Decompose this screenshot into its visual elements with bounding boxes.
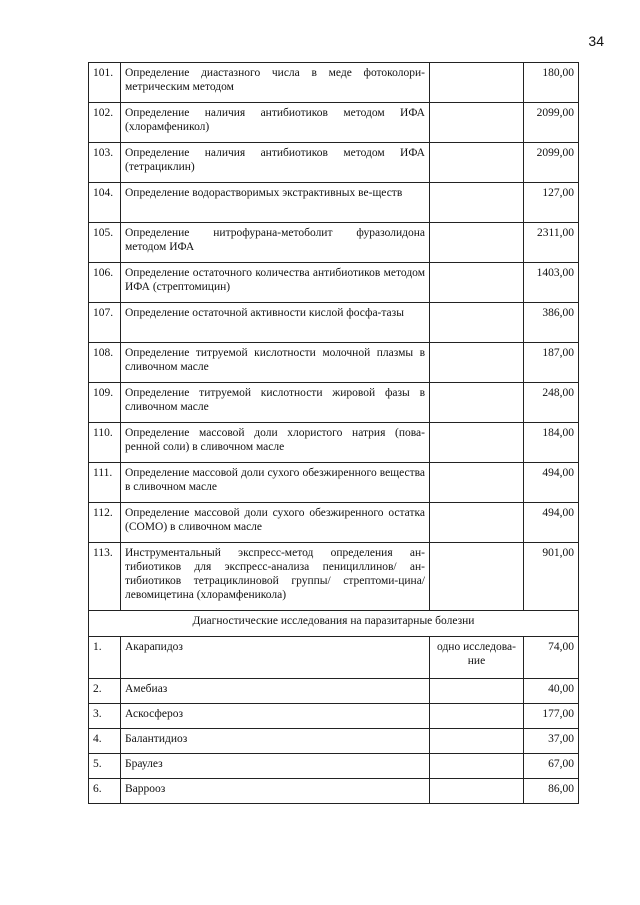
unit-cell: одно исследова-ние [430, 637, 524, 679]
price-cell: 127,00 [524, 183, 579, 223]
price-cell: 248,00 [524, 383, 579, 423]
price-cell: 494,00 [524, 503, 579, 543]
table-row [89, 423, 579, 463]
table-row [89, 263, 579, 303]
table-row [89, 729, 579, 754]
table-row [89, 223, 579, 263]
table-row [89, 143, 579, 183]
service-name: Акарапидоз [121, 637, 430, 679]
unit-cell [430, 503, 524, 543]
table-row [89, 183, 579, 223]
unit-cell [430, 754, 524, 779]
unit-cell [430, 543, 524, 611]
row-number: 108. [89, 343, 121, 383]
price-cell: 37,00 [524, 729, 579, 754]
row-number: 1. [89, 637, 121, 679]
price-list-table [88, 62, 579, 804]
row-number: 101. [89, 63, 121, 103]
table-row [89, 754, 579, 779]
price-cell: 1403,00 [524, 263, 579, 303]
row-number: 102. [89, 103, 121, 143]
table-row [89, 637, 579, 679]
unit-cell [430, 63, 524, 103]
price-cell: 74,00 [524, 637, 579, 679]
price-cell: 494,00 [524, 463, 579, 503]
unit-cell [430, 343, 524, 383]
service-name: Балантидиоз [121, 729, 430, 754]
price-cell: 177,00 [524, 704, 579, 729]
unit-cell [430, 779, 524, 804]
price-cell: 184,00 [524, 423, 579, 463]
unit-cell [430, 383, 524, 423]
price-cell: 67,00 [524, 754, 579, 779]
unit-cell [430, 303, 524, 343]
service-name: Определение титруемой кислотности жировой фазы в сливочном масле [121, 383, 430, 423]
service-name: Определение массовой доли сухого обезжиренного остатка (СОМО) в сливочном масле [121, 503, 430, 543]
service-name: Инструментальный экспресс-метод определения ан-тибиотиков для экспресс-анализа пенициллинов/ ан-тибиотиков тетрациклиновой группы/ стрептоми-цина/ левомицетина (хлорамфеникола) [121, 543, 430, 611]
price-cell: 180,00 [524, 63, 579, 103]
row-number: 104. [89, 183, 121, 223]
service-name: Определение водорастворимых экстрактивных ве-ществ [121, 183, 430, 223]
unit-cell [430, 223, 524, 263]
service-name: Определение титруемой кислотности молочной плазмы в сливочном масле [121, 343, 430, 383]
service-name: Определение массовой доли хлористого натрия (пова-ренной соли) в сливочном масле [121, 423, 430, 463]
service-name: Браулез [121, 754, 430, 779]
unit-cell [430, 729, 524, 754]
row-number: 3. [89, 704, 121, 729]
table-row [89, 543, 579, 611]
table-row [89, 63, 579, 103]
unit-cell [430, 143, 524, 183]
price-cell: 901,00 [524, 543, 579, 611]
section-header-row [89, 611, 579, 637]
table-row [89, 343, 579, 383]
table-row [89, 503, 579, 543]
row-number: 105. [89, 223, 121, 263]
table-row [89, 303, 579, 343]
unit-cell [430, 103, 524, 143]
service-name: Амебиаз [121, 679, 430, 704]
row-number: 111. [89, 463, 121, 503]
section-title: Диагностические исследования на паразитарные болезни [89, 611, 579, 637]
table-row [89, 679, 579, 704]
service-name: Определение остаточного количества антибиотиков методом ИФА (стрептомицин) [121, 263, 430, 303]
service-name: Определение диастазного числа в меде фотоколори-метрическим методом [121, 63, 430, 103]
unit-cell [430, 423, 524, 463]
row-number: 110. [89, 423, 121, 463]
table-row [89, 463, 579, 503]
price-cell: 187,00 [524, 343, 579, 383]
row-number: 6. [89, 779, 121, 804]
unit-cell [430, 463, 524, 503]
row-number: 112. [89, 503, 121, 543]
service-name: Определение нитрофурана-метоболит фуразолидона методом ИФА [121, 223, 430, 263]
service-name: Варрооз [121, 779, 430, 804]
unit-cell [430, 263, 524, 303]
table-row [89, 383, 579, 423]
service-name: Аскосфероз [121, 704, 430, 729]
row-number: 106. [89, 263, 121, 303]
price-cell: 86,00 [524, 779, 579, 804]
row-number: 103. [89, 143, 121, 183]
unit-cell [430, 679, 524, 704]
price-cell: 2099,00 [524, 143, 579, 183]
unit-cell [430, 704, 524, 729]
table-row [89, 103, 579, 143]
service-name: Определение массовой доли сухого обезжиренного вещества в сливочном масле [121, 463, 430, 503]
row-number: 5. [89, 754, 121, 779]
price-cell: 2311,00 [524, 223, 579, 263]
unit-cell [430, 183, 524, 223]
row-number: 107. [89, 303, 121, 343]
page-number: 34 [588, 33, 604, 49]
row-number: 109. [89, 383, 121, 423]
row-number: 4. [89, 729, 121, 754]
price-cell: 386,00 [524, 303, 579, 343]
row-number: 2. [89, 679, 121, 704]
service-name: Определение наличия антибиотиков методом ИФА (тетрациклин) [121, 143, 430, 183]
row-number: 113. [89, 543, 121, 611]
service-name: Определение наличия антибиотиков методом ИФА (хлорамфеникол) [121, 103, 430, 143]
table-row [89, 704, 579, 729]
service-name: Определение остаточной активности кислой фосфа-тазы [121, 303, 430, 343]
price-cell: 2099,00 [524, 103, 579, 143]
price-cell: 40,00 [524, 679, 579, 704]
table-row [89, 779, 579, 804]
